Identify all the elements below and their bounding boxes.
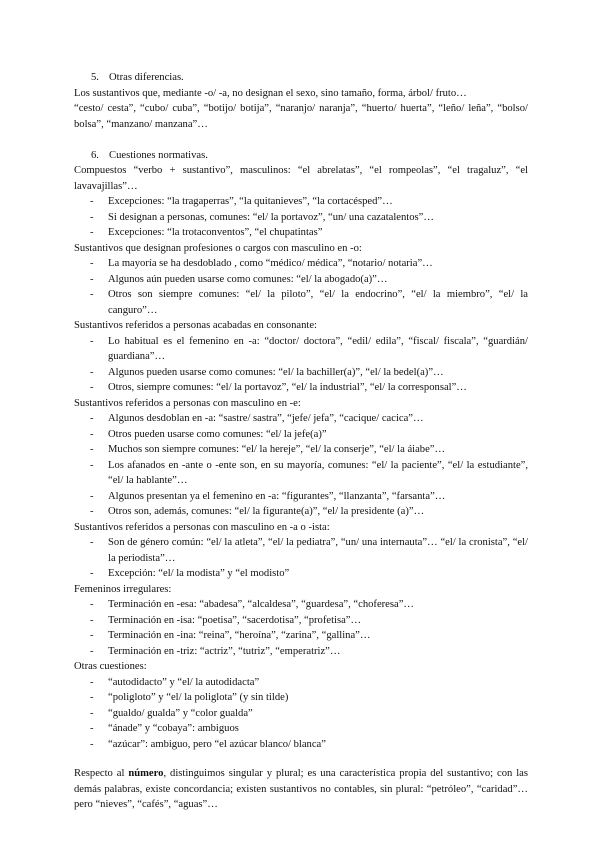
dash-bullet: - bbox=[90, 707, 94, 719]
list-item-text: “azúcar”: ambiguo, pero “el azúcar blanco/ blanca” bbox=[108, 738, 326, 750]
dash-bullet: - bbox=[90, 366, 94, 378]
dash-bullet: - bbox=[90, 614, 94, 626]
list-item-text: Algunos presentan ya el femenino en -a: “figurantes”, “llanzanta”, “farsanta”… bbox=[108, 490, 446, 502]
dash-bullet: - bbox=[90, 599, 94, 610]
list-item-text: Terminación en -triz: “actriz”, “tutriz”, “emperatriz”… bbox=[108, 645, 341, 657]
list-item bbox=[74, 411, 528, 427]
list-item-text: Algunos pueden usarse como comunes: “el/ la bachiller(a)”, “el/ la bedel(a)”… bbox=[108, 366, 444, 378]
section-number: 6. bbox=[91, 149, 99, 161]
subheading-compuestos: Compuestos “verbo + sustantivo”, masculinos: “el abrelatas”, “el rompeolas”, “el tragaluz”, “el lavavajillas”… bbox=[74, 165, 528, 192]
dash-bullet: - bbox=[90, 568, 94, 579]
dash-bullet: - bbox=[90, 490, 94, 502]
list-item-text: Otros pueden usarse como comunes: “el/ la jefe(a)” bbox=[108, 428, 327, 440]
list-item bbox=[74, 380, 528, 396]
list-item bbox=[74, 256, 528, 272]
dash-bullet: - bbox=[90, 428, 94, 440]
dash-bullet: - bbox=[90, 382, 94, 393]
list-item-text: Terminación en -ina: “reina”, “heroína”, “zarina”, “gallina”… bbox=[108, 630, 371, 641]
respecto-bold: número bbox=[128, 768, 164, 779]
dash-bullet: - bbox=[90, 459, 94, 471]
subheading-consonante: Sustantivos referidos a personas acabadas en consonante: bbox=[74, 320, 317, 331]
spacer bbox=[74, 132, 528, 148]
list-item-text: Otros, siempre comunes: “el/ la portavoz”, “el/ la industrial”, “el/ la corresponsal”… bbox=[108, 382, 467, 393]
list-item-text: Terminación en -esa: “abadesa”, “alcaldesa”, “guardesa”, “choferesa”… bbox=[108, 599, 414, 610]
list-item-text: Otros son, además, comunes: “el/ la figurante(a)”, “el/ la presidente (a)”… bbox=[108, 506, 425, 517]
list-item-text: Otros son siempre comunes: “el/ la piloto”, “el/ la endocrino”, “el/ la miembro”, “el/ la canguro”… bbox=[108, 289, 528, 316]
dash-bullet: - bbox=[90, 444, 94, 455]
list-masculino-e bbox=[74, 411, 528, 520]
dash-bullet: - bbox=[90, 258, 94, 269]
subheading-femeninos: Femeninos irregulares: bbox=[74, 583, 172, 595]
list-item-text: Excepción: “el/ la modista” y “el modisto” bbox=[108, 568, 290, 579]
section-6-heading bbox=[74, 148, 528, 164]
list-item bbox=[74, 721, 528, 737]
dash-bullet: - bbox=[90, 645, 94, 657]
paragraph-respecto bbox=[74, 766, 528, 813]
list-item bbox=[74, 504, 528, 520]
list-item-text: Son de género común: “el/ la atleta”, “el/ la pediatra”, “un/ una internauta”… “el/ la cronista”, “el/ la periodista”… bbox=[108, 537, 528, 564]
list-item-text: “ánade” y “cobaya”: ambiguos bbox=[108, 723, 239, 734]
list-item bbox=[74, 690, 528, 706]
list-consonante bbox=[74, 334, 528, 396]
list-compuestos bbox=[74, 194, 528, 241]
list-item bbox=[74, 334, 528, 365]
list-item bbox=[74, 225, 528, 241]
list-item bbox=[74, 628, 528, 644]
subheading-masculino-e: Sustantivos referidos a personas con masculino en -e: bbox=[74, 397, 301, 409]
list-otras bbox=[74, 675, 528, 753]
dash-bullet: - bbox=[90, 692, 94, 703]
dash-bullet: - bbox=[90, 676, 94, 688]
subheading-masculino-a-ista: Sustantivos referidos a personas con masculino en -a o -ista: bbox=[74, 521, 330, 533]
list-item bbox=[74, 675, 528, 691]
dash-bullet: - bbox=[90, 289, 94, 300]
list-item-text: “poligloto” y “el/ la poliglota” (y sin tilde) bbox=[108, 692, 289, 703]
list-item-text: Excepciones: “la tragaperras”, “la quitanieves”, “la cortacésped”… bbox=[108, 196, 393, 207]
dash-bullet: - bbox=[90, 413, 94, 424]
dash-bullet: - bbox=[90, 723, 94, 734]
dash-bullet: - bbox=[90, 273, 94, 285]
dash-bullet: - bbox=[90, 196, 94, 207]
list-femeninos bbox=[74, 597, 528, 659]
list-item bbox=[74, 442, 528, 458]
list-item bbox=[74, 597, 528, 613]
list-item bbox=[74, 737, 528, 753]
list-item bbox=[74, 489, 528, 505]
list-item bbox=[74, 272, 528, 288]
list-item-text: La mayoría se ha desdoblado , como “médico/ médica”, “notario/ notaria”… bbox=[108, 258, 433, 269]
list-item-text: “gualdo/ gualda” y “color gualda” bbox=[108, 707, 253, 719]
list-profesiones bbox=[74, 256, 528, 318]
dash-bullet: - bbox=[90, 506, 94, 517]
list-item-text: Terminación en -isa: “poetisa”, “sacerdotisa”, “profetisa”… bbox=[108, 614, 362, 626]
dash-bullet: - bbox=[90, 211, 94, 223]
section-title: Cuestiones normativas. bbox=[109, 149, 208, 161]
list-item bbox=[74, 458, 528, 489]
list-item bbox=[74, 194, 528, 210]
list-item bbox=[74, 427, 528, 443]
paragraph: Los sustantivos que, mediante -o/ -a, no designan el sexo, sino tamaño, forma, árbol/ fruto… bbox=[74, 87, 467, 99]
respecto-prefix: Respecto al bbox=[74, 768, 129, 779]
dash-bullet: - bbox=[90, 537, 94, 548]
dash-bullet: - bbox=[90, 335, 94, 347]
list-item bbox=[74, 644, 528, 660]
subheading-otras: Otras cuestiones: bbox=[74, 661, 147, 672]
list-item-text: Lo habitual es el femenino en -a: “doctor/ doctora”, “edil/ edila”, “fiscal/ fiscala”, “guardián/ guardiana”… bbox=[108, 335, 528, 362]
respecto-suffix: , distinguimos singular y plural; es una característica propia del sustantivo; con las demás palabras, existe concordancia; existen sustantivos no contables, sin plural: “petróleo”, “caridad”… pero “nieves”, “cafés”, “aguas”… bbox=[74, 768, 528, 810]
dash-bullet: - bbox=[90, 738, 94, 750]
section-title: Otras diferencias. bbox=[109, 72, 184, 83]
list-item bbox=[74, 706, 528, 722]
list-masculino-a-ista bbox=[74, 535, 528, 582]
list-item bbox=[74, 365, 528, 381]
section-5-heading bbox=[74, 70, 528, 86]
list-item-text: Algunos aún pueden usarse como comunes: “el/ la abogado(a)”… bbox=[108, 273, 388, 285]
dash-bullet: - bbox=[90, 227, 94, 238]
document-page bbox=[74, 70, 528, 813]
list-item-text: Excepciones: “la trotaconventos”, “el chupatintas” bbox=[108, 227, 323, 238]
list-item bbox=[74, 287, 528, 318]
paragraph: “cesto/ cesta”, “cubo/ cuba”, “botijo/ botija”, “naranjo/ naranja”, “huerto/ huerta”, “leño/ leña”, “bolso/ bolsa”, “manzano/ manzana”… bbox=[74, 103, 528, 130]
dash-bullet: - bbox=[90, 630, 94, 641]
list-item-text: Algunos desdoblan en -a: “sastre/ sastra”, “jefe/ jefa”, “cacique/ cacica”… bbox=[108, 413, 424, 424]
list-item-text: Los afanados en -ante o -ente son, en su mayoría, comunes: “el/ la paciente”, “el/ la estudiante”, “el/ la hablante”… bbox=[108, 459, 528, 486]
list-item bbox=[74, 535, 528, 566]
list-item bbox=[74, 566, 528, 582]
list-item-text: “autodidacto” y “el/ la autodidacta” bbox=[108, 676, 260, 688]
subheading-profesiones: Sustantivos que designan profesiones o cargos con masculino en -o: bbox=[74, 242, 362, 254]
list-item bbox=[74, 210, 528, 226]
list-item bbox=[74, 613, 528, 629]
section-number: 5. bbox=[91, 72, 99, 83]
list-item-text: Si designan a personas, comunes: “el/ la portavoz”, “un/ una cazatalentos”… bbox=[108, 211, 434, 223]
list-item-text: Muchos son siempre comunes: “el/ la hereje”, “el/ la conserje”, “el/ la áiabe”… bbox=[108, 444, 446, 455]
